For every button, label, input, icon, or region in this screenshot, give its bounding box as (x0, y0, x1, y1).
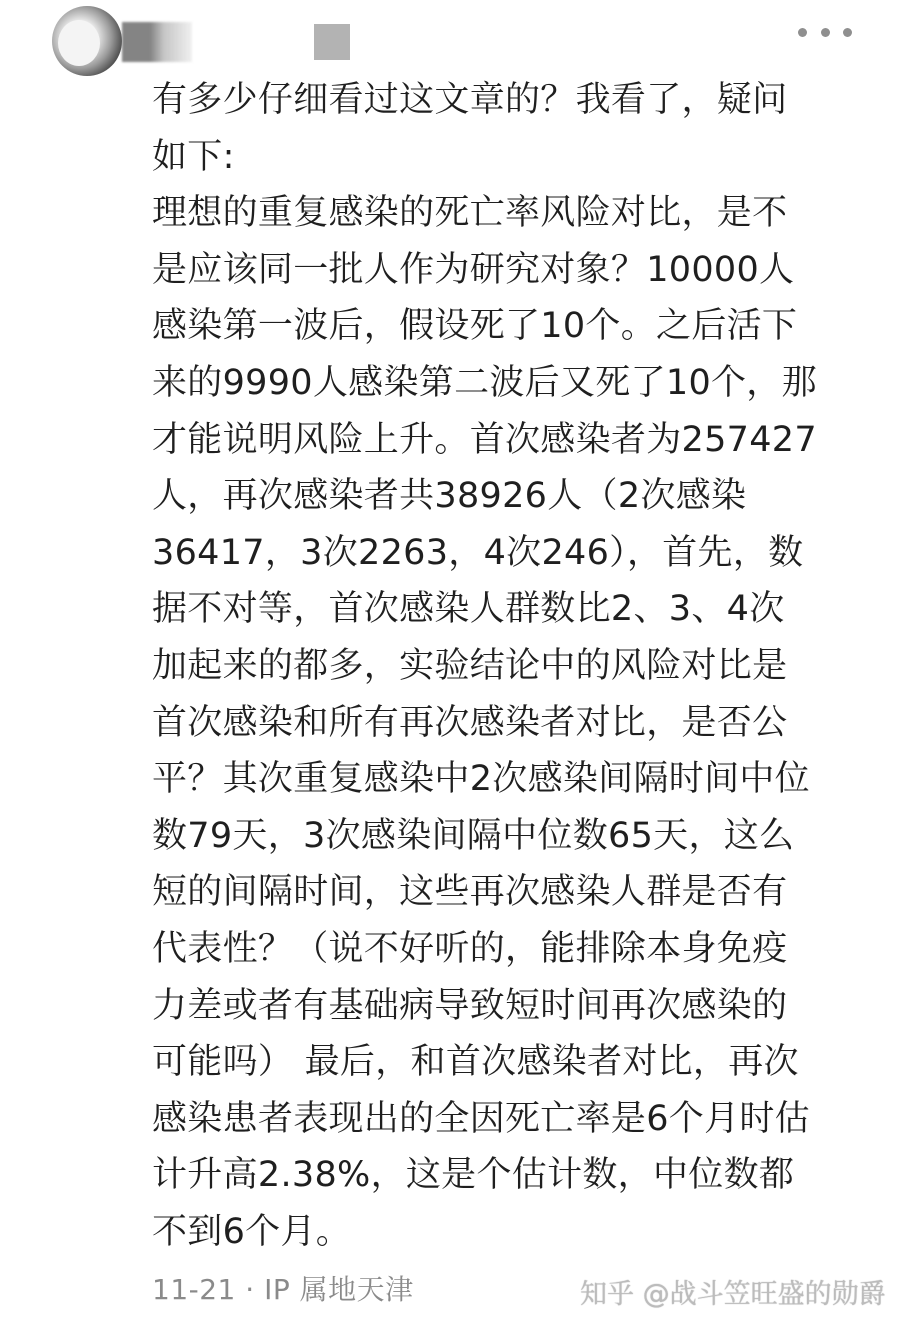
comment-line: 来的9990人感染第二波后又死了10个，那 (152, 362, 817, 403)
comment-line: 如下: (152, 136, 235, 177)
comment-line: 不到6个月。 (152, 1211, 352, 1252)
comment-line: 代表性？（说不好听的，能排除本身免疫 (152, 928, 788, 969)
comment-line: 有多少仔细看过这文章的？我看了，疑问 (152, 80, 788, 120)
comment-line: 短的间隔时间，这些再次感染人群是否有 (152, 872, 788, 913)
username-redacted (122, 22, 192, 62)
comment-line: 平？其次重复感染中2次感染间隔时间中位 (152, 759, 810, 800)
more-icon[interactable] (798, 18, 852, 46)
comment-line: 可能吗） 最后，和首次感染者对比，再次 (152, 1042, 799, 1083)
comment-line: 数79天，3次感染间隔中位数65天，这么 (152, 815, 795, 856)
comment-body (152, 72, 852, 1260)
comment-line: 理想的重复感染的死亡率风险对比，是不 (152, 193, 788, 234)
comment-line: 是应该同一批人作为研究对象？10000人 (152, 249, 795, 290)
comment-line: 感染第一波后，假设死了10个。之后活下 (152, 306, 798, 347)
avatar-image (58, 20, 100, 66)
watermark: 知乎 @战斗笠旺盛的勋爵 (580, 1279, 886, 1310)
username-redacted-block (314, 24, 350, 60)
comment-line: 才能说明风险上升。首次感染者为257427 (152, 419, 817, 460)
comment-line: 首次感染和所有再次感染者对比，是否公 (152, 702, 788, 743)
avatar[interactable] (52, 6, 122, 76)
comment-meta: 11-21 · IP 属地天津 (152, 1273, 414, 1306)
comment-line: 36417，3次2263，4次246），首先，数 (152, 532, 804, 573)
comment-line: 计升高2.38%，这是个估计数，中位数都 (152, 1155, 795, 1196)
more-dot (798, 28, 807, 37)
comment-line: 感染患者表现出的全因死亡率是6个月时估 (152, 1098, 810, 1139)
comment-line: 力差或者有基础病导致短时间再次感染的 (152, 985, 788, 1026)
more-dot (821, 28, 830, 37)
more-dot (843, 28, 852, 37)
comment-line: 据不对等，首次感染人群数比2、3、4次 (152, 589, 785, 630)
comment-line: 加起来的都多，实验结论中的风险对比是 (152, 645, 788, 686)
comment-line: 人，再次感染者共38926人（2次感染 (152, 476, 747, 517)
